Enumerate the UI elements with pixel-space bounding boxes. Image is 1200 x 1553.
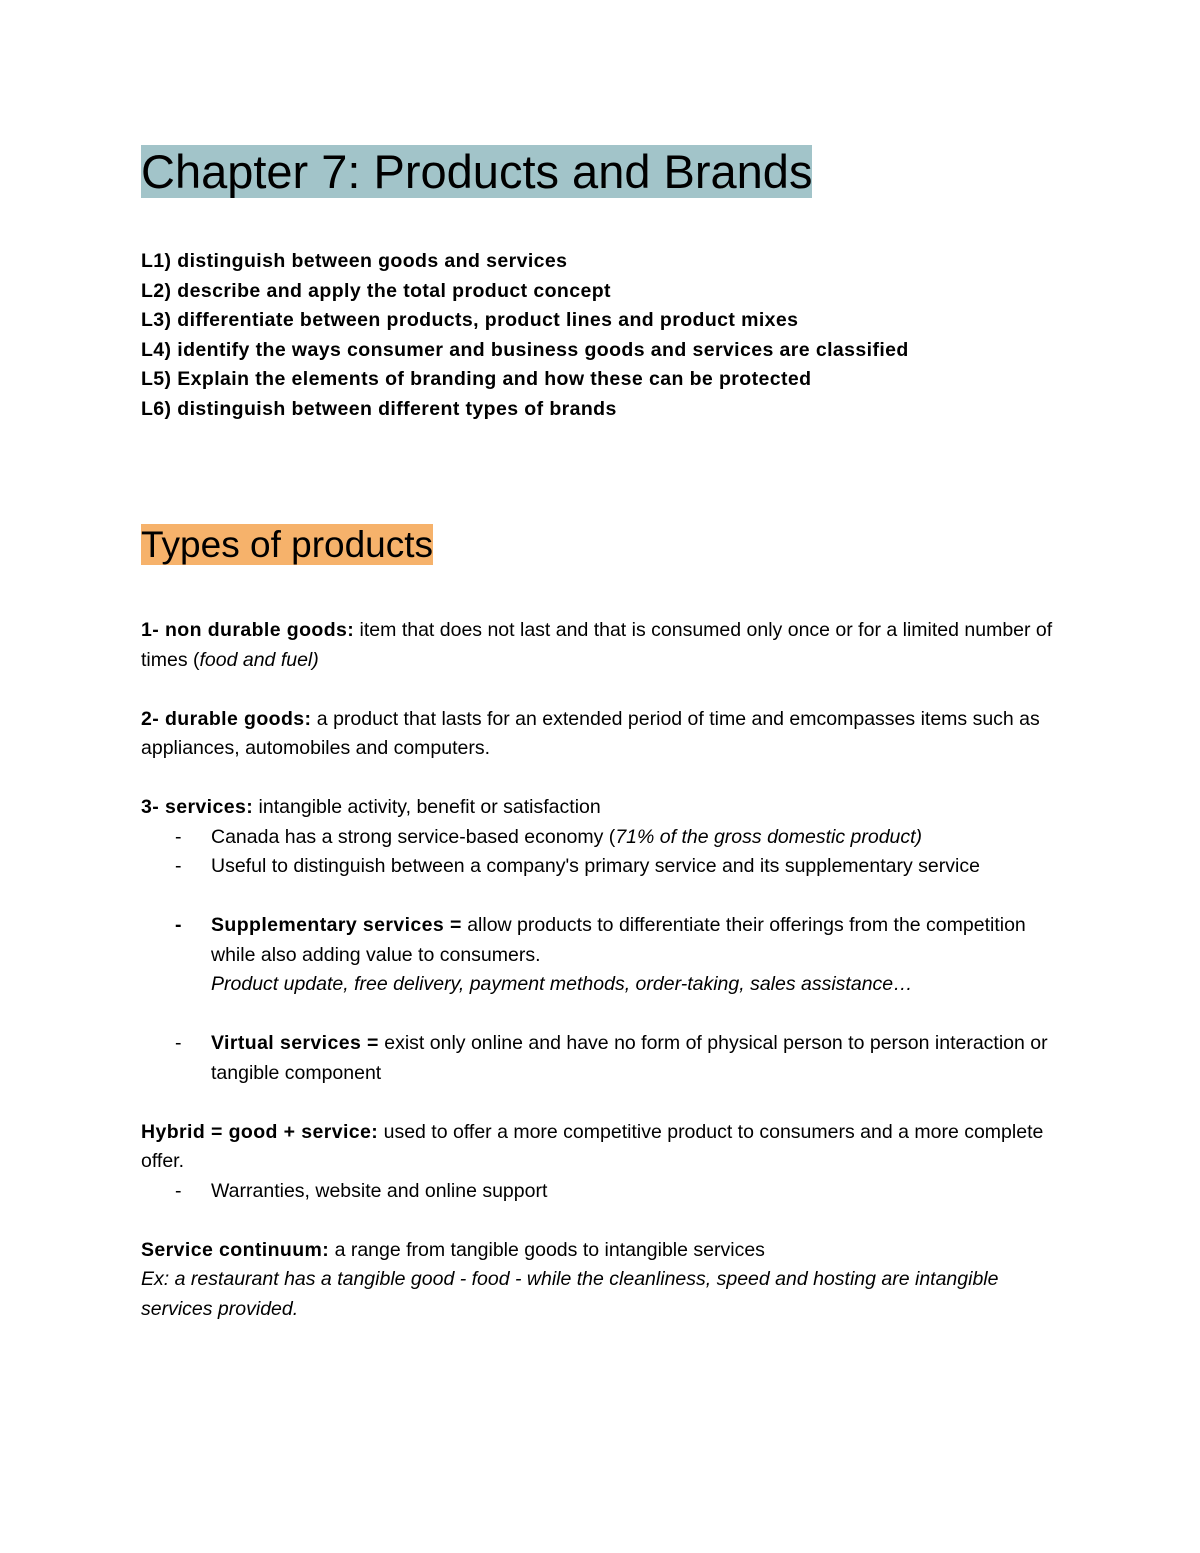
objective-5: L5) Explain the elements of branding and how these can be protected bbox=[141, 368, 812, 390]
continuum-term: Service continuum: bbox=[141, 1238, 330, 1261]
hybrid-paragraph bbox=[141, 1118, 1061, 1177]
dash-bullet: - bbox=[175, 825, 182, 848]
hybrid-definition: used to offer a more competitive product to consumers and a more complete offer. bbox=[141, 1120, 1044, 1172]
supplementary-term: Supplementary services = bbox=[211, 914, 462, 936]
section-heading bbox=[141, 520, 435, 570]
learning-objectives bbox=[141, 247, 1061, 424]
spacer bbox=[141, 764, 1061, 794]
section-body bbox=[141, 616, 1061, 1324]
continuum-example: Ex: a restaurant has a tangible good - food - while the cleanliness, speed and hosting are intangible services provided. bbox=[141, 1268, 999, 1320]
durable-goods-paragraph bbox=[141, 705, 1061, 764]
continuum-paragraph bbox=[141, 1236, 1061, 1266]
services-bullet-1-italic: 71% of the gross domestic product) bbox=[615, 825, 923, 848]
services-bullet-2-text: Useful to distinguish between a company's primary service and its supplementary service bbox=[211, 855, 980, 877]
continuum-definition: a range from tangible goods to intangible services bbox=[329, 1238, 765, 1261]
services-paragraph bbox=[141, 793, 1061, 823]
objective-1: L1) distinguish between goods and services bbox=[141, 250, 568, 272]
list-item bbox=[141, 823, 1061, 853]
virtual-term: Virtual services = bbox=[211, 1032, 379, 1054]
spacer bbox=[141, 675, 1061, 705]
hybrid-term: Hybrid = good + service: bbox=[141, 1120, 379, 1143]
chapter-title bbox=[141, 141, 814, 203]
objective-6: L6) distinguish between different types of brands bbox=[141, 397, 617, 420]
services-term: 3- services: bbox=[141, 796, 254, 818]
list-item bbox=[141, 1177, 1061, 1207]
spacer bbox=[141, 1000, 1061, 1030]
objective-3: L3) differentiate between products, product lines and product mixes bbox=[141, 309, 799, 331]
non-durable-example: food and fuel) bbox=[199, 648, 319, 671]
virtual-definition: exist only online and have no form of physical person to person interaction or tangible component bbox=[211, 1032, 1048, 1084]
dash-bullet: - bbox=[175, 855, 182, 877]
chapter-title-text: Chapter 7: Products and Brands bbox=[141, 145, 813, 198]
hybrid-bullet-text: Warranties, website and online support bbox=[211, 1179, 548, 1202]
non-durable-definition: item that does not last and that is consumed only once or for a limited number of times ( bbox=[141, 619, 1053, 671]
objective-2: L2) describe and apply the total product concept bbox=[141, 279, 611, 302]
list-item bbox=[141, 911, 1061, 1000]
dash-bullet: - bbox=[175, 914, 182, 936]
supplementary-definition: allow products to differentiate their offerings from the competition while also adding value to consumers. bbox=[211, 914, 1026, 966]
non-durable-term: 1- non durable goods: bbox=[141, 619, 355, 641]
list-item bbox=[141, 852, 1061, 882]
durable-definition: a product that lasts for an extended period of time and emcompasses items such as appliances, automobiles and computers. bbox=[141, 707, 1040, 759]
list-item bbox=[141, 1029, 1061, 1088]
non-durable-goods-paragraph bbox=[141, 616, 1061, 675]
dash-bullet: - bbox=[175, 1032, 182, 1054]
continuum-example-paragraph bbox=[141, 1265, 1061, 1324]
durable-term: 2- durable goods: bbox=[141, 707, 312, 730]
supplementary-example: Product update, free delivery, payment methods, order-taking, sales assistance… bbox=[211, 973, 913, 995]
spacer bbox=[141, 1206, 1061, 1236]
services-definition: intangible activity, benefit or satisfaction bbox=[253, 796, 601, 818]
services-bullet-1-text: Canada has a strong service-based economy ( bbox=[211, 825, 616, 848]
objective-4: L4) identify the ways consumer and business goods and services are classified bbox=[141, 338, 909, 361]
section-heading-text: Types of products bbox=[141, 524, 434, 565]
spacer bbox=[141, 1088, 1061, 1118]
spacer bbox=[141, 882, 1061, 912]
dash-bullet: - bbox=[175, 1179, 182, 1202]
